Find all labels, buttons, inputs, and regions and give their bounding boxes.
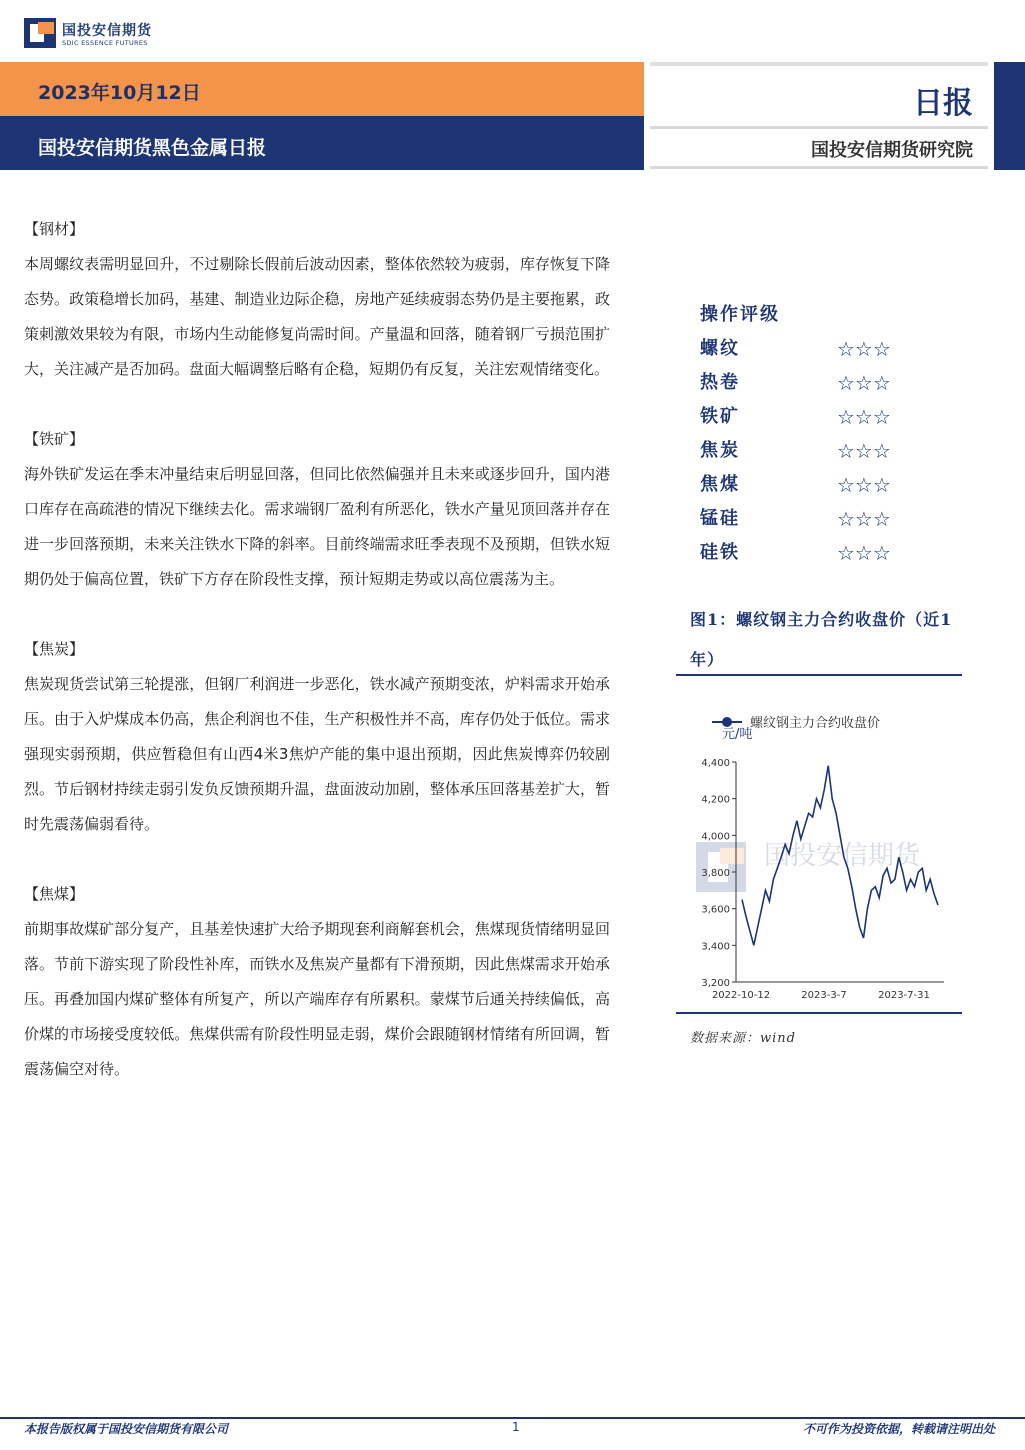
- star-icon: ☆☆☆: [837, 337, 891, 361]
- rating-row: [700, 400, 920, 434]
- rating-row: [700, 332, 920, 366]
- header-navy-accent: [994, 62, 1025, 170]
- report-date: 2023年10月12日: [38, 82, 201, 104]
- rating-row: [700, 502, 920, 536]
- logo-icon: [24, 18, 56, 48]
- star-icon: ☆☆☆: [837, 507, 891, 531]
- star-icon: ☆☆☆: [837, 473, 891, 497]
- star-icon: ☆☆☆: [837, 405, 891, 429]
- rating-row: [700, 434, 920, 468]
- rebar-price-chart: [676, 700, 962, 1010]
- legend-label: 螺纹钢主力合约收盘价: [750, 716, 881, 731]
- x-tick-label: 2023-7-31: [878, 990, 930, 1001]
- section-heading: 【焦炭】: [24, 640, 85, 658]
- y-tick-label: 3,400: [701, 941, 730, 953]
- y-tick-label: 3,200: [701, 978, 730, 989]
- report-body: [24, 212, 610, 1122]
- footer-disclaimer: 不可作为投资依据，转载请注明出处: [802, 1422, 995, 1436]
- y-tick-label: 4,000: [701, 831, 730, 843]
- rating-name: 焦炭: [700, 440, 740, 461]
- star-icon: ☆☆☆: [837, 371, 891, 395]
- section-heading: 【铁矿】: [24, 430, 85, 448]
- section-coking-coal: [24, 877, 610, 1087]
- rating-row: [700, 366, 920, 400]
- rating-name: 锰硅: [700, 508, 740, 529]
- figure-title: 图1：螺纹钢主力合约收盘价（近1年）: [690, 610, 953, 669]
- figure-divider: [676, 674, 962, 676]
- logo-text-en: SDIC ESSENCE FUTURES: [62, 39, 148, 47]
- operation-rating: [700, 300, 920, 570]
- company-logo: [24, 16, 184, 52]
- y-tick-label: 4,400: [701, 758, 730, 769]
- figure-divider: [676, 1012, 962, 1014]
- page-number: 1: [512, 1420, 520, 1434]
- rating-name: 铁矿: [700, 406, 740, 427]
- rating-row: [700, 536, 920, 570]
- section-iron-ore: [24, 422, 610, 597]
- watermark: [696, 840, 922, 892]
- section-coke: [24, 632, 610, 842]
- header-divider: [650, 62, 988, 66]
- x-tick-label: 2023-3-7: [801, 990, 847, 1001]
- rating-title: 操作评级: [700, 304, 780, 325]
- section-paragraph: 海外铁矿发运在季末冲量结束后明显回落，但同比依然偏强并且未来或逐步回升，国内港口库存在高疏港的情况下继续去化。需求端钢厂盈利有所恶化，铁水产量见顶回落并存在进一步回落预期，未来关注铁水下降的斜率。目前终端需求旺季表现不及预期，但铁水短期仍处于偏高位置，铁矿下方存在阶段性支撑，预计短期走势或以高位震荡为主。: [24, 465, 610, 588]
- logo-text-cn: 国投安信期货: [62, 23, 152, 39]
- y-tick-label: 3,800: [701, 868, 730, 879]
- footer-copyright: 本报告版权属于国投安信期货有限公司: [24, 1422, 229, 1436]
- rating-name: 热卷: [700, 372, 740, 393]
- y-axis-unit: 元/吨: [722, 727, 753, 742]
- x-axis: [712, 990, 930, 1001]
- y-tick-label: 3,600: [701, 904, 730, 916]
- rating-name: 硅铁: [700, 542, 740, 563]
- section-paragraph: 本周螺纹表需明显回升，不过剔除长假前后波动因素，整体依然较为疲弱，库存恢复下降态势。政策稳增长加码，基建、制造业边际企稳，房地产延续疲弱态势仍是主要拖累，政策刺激效果较为有限，市场内生动能修复尚需时间。产量温和回落，随着钢厂亏损范围扩大，关注减产是否加码。盘面大幅调整后略有企稳，短期仍有反复，关注宏观情绪变化。: [24, 255, 610, 378]
- star-icon: ☆☆☆: [837, 541, 891, 565]
- institute-name: 国投安信期货研究院: [811, 140, 973, 161]
- section-paragraph: 焦炭现货尝试第三轮提涨，但钢厂利润进一步恶化，铁水减产预期变浓，炉料需求开始承压。由于入炉煤成本仍高，焦企利润也不佳，生产积极性并不高，库存仍处于低位。需求强现实弱预期，供应暂稳但有山西4米3焦炉产能的集中退出预期，因此焦炭博弈仍较剧烈。节后钢材持续走弱引发负反馈预期升温，盘面波动加剧，整体承压回落基差扩大，暂时先震荡偏弱看待。: [24, 675, 610, 833]
- star-icon: ☆☆☆: [837, 439, 891, 463]
- x-tick-label: 2022-10-12: [711, 990, 771, 1001]
- section-steel: [24, 212, 610, 387]
- section-heading: 【钢材】: [24, 220, 85, 238]
- watermark-text: 国投安信期货: [764, 840, 921, 870]
- section-heading: 【焦煤】: [24, 885, 85, 903]
- header-divider: [650, 166, 988, 169]
- header-divider: [650, 126, 988, 129]
- rating-name: 焦煤: [700, 474, 740, 495]
- rating-name: 螺纹: [700, 338, 740, 359]
- y-tick-label: 4,200: [701, 794, 730, 806]
- rating-row: [700, 468, 920, 502]
- footer-divider: [0, 1417, 1025, 1419]
- data-source: 数据来源：wind: [690, 1031, 796, 1046]
- section-paragraph: 前期事故煤矿部分复产，且基差快速扩大给予期现套利商解套机会，焦煤现货情绪明显回落。节前下游实现了阶段性补库，而铁水及焦炭产量都有下滑预期，因此焦煤需求开始承压。再叠加国内煤矿整体有所复产，所以产端库存有所累积。蒙煤节后通关持续偏低，高价煤的市场接受度较低。焦煤供需有阶段性明显走弱，煤价会跟随钢材情绪有所回调，暂震荡偏空对待。: [24, 920, 610, 1078]
- report-type: 日报: [913, 86, 973, 121]
- report-title: 国投安信期货黑色金属日报: [38, 137, 267, 159]
